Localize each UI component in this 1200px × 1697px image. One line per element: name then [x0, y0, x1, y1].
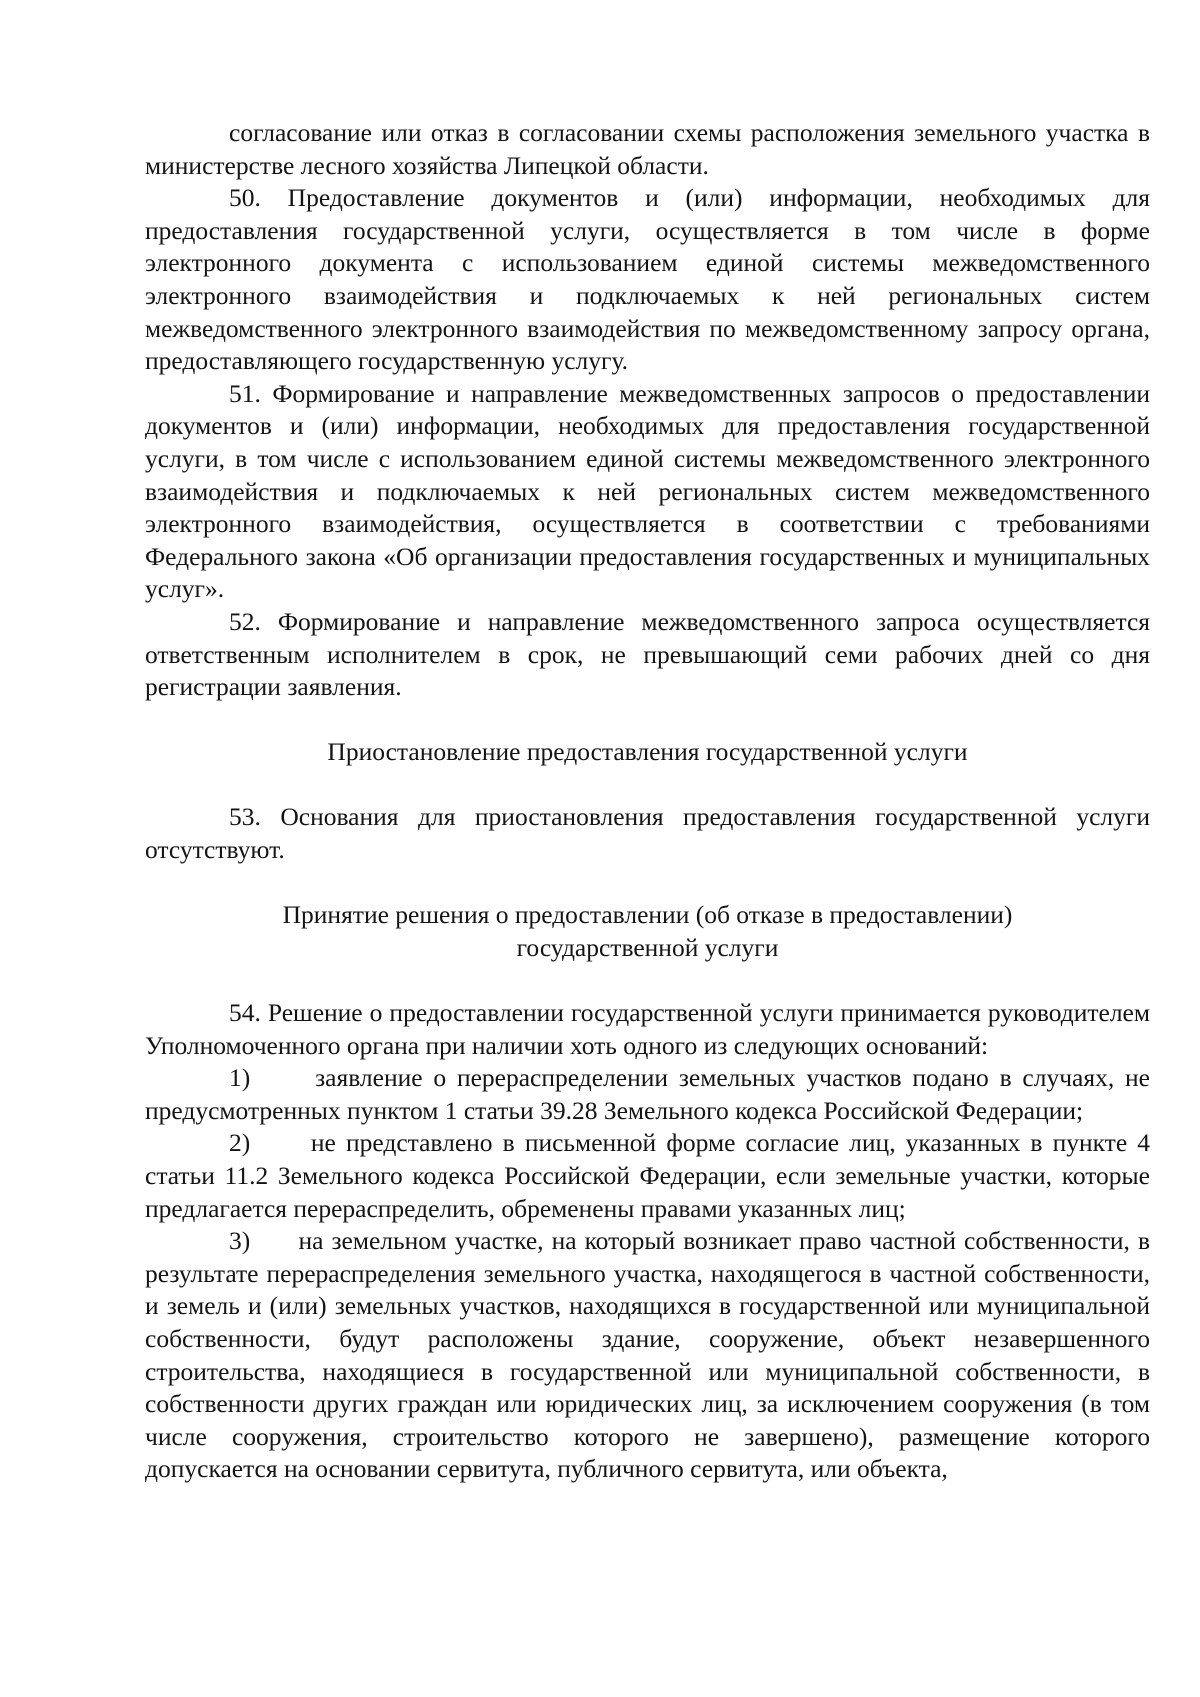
- spacer: [145, 704, 1150, 737]
- list-item-3: 3) на земельном участке, на который возникает право частной собственности, в результате перераспределения земельного участка, находящегося в частной собственности, и земель и (или) земельных участков, находящихся в государственной или муниципальной собственности, будут расположены здание, сооружение, объект незавершенного строительства, находящиеся в государственной или муниципальной собственности, в собственности других граждан или юридических лиц, за исключением сооружения (в том числе сооружения, строительство которого не завершено), размещение которого допускается на основании сервитута, публичного сервитута, или объекта,: [145, 1226, 1150, 1484]
- section-heading-decision-line1: Принятие решения о предоставлении (об отказе в предоставлении): [282, 900, 1013, 930]
- spacer: [145, 867, 1150, 900]
- paragraph-continuation: согласование или отказ в согласовании схемы расположения земельного участка в министерстве лесного хозяйства Липецкой области.: [145, 118, 1150, 180]
- spacer: [145, 964, 1150, 997]
- paragraph-50: 50. Предоставление документов и (или) информации, необходимых для предоставления государственной услуги, осуществляется в том числе в форме электронного документа с использованием единой системы межведомственного электронного взаимодействия и подключаемых к ней региональных систем межведомственного электронного взаимодействия по межведомственному запросу органа, предоставляющего государственную услугу.: [145, 183, 1150, 376]
- section-heading-decision-line2: государственной услуги: [516, 932, 779, 962]
- list-item-2: 2) не представлено в письменной форме согласие лиц, указанных в пункте 4 статьи 11.2 Земельного кодекса Российской Федерации, если земельные участки, которые предлагается перераспределить, обременены правами указанных лиц;: [145, 1128, 1150, 1223]
- paragraph-54: 54. Решение о предоставлении государственной услуги принимается руководителем Уполномоченного органа при наличии хоть одного из следующих оснований:: [145, 998, 1150, 1060]
- paragraph-51: 51. Формирование и направление межведомственных запросов о предоставлении документов и (или) информации, необходимых для предоставления государственной услуги, в том числе с использованием единой системы межведомственного электронного взаимодействия и подключаемых к ней региональных систем межведомственного электронного взаимодействия, осуществляется в соответствии с требованиями Федерального закона «Об организации предоставления государственных и муниципальных услуг».: [145, 378, 1150, 604]
- spacer: [145, 769, 1150, 802]
- list-item-1: 1) заявление о перераспределении земельных участков подано в случаях, не предусмотренных пунктом 1 статьи 39.28 Земельного кодекса Российской Федерации;: [145, 1063, 1150, 1125]
- paragraph-53: 53. Основания для приостановления предоставления государственной услуги отсутствуют.: [145, 802, 1150, 865]
- paragraph-52: 52. Формирование и направление межведомственного запроса осуществляется ответственным исполнителем в срок, не превышающий семи рабочих дней со дня регистрации заявления.: [145, 606, 1150, 702]
- section-heading-suspension: Приостановление предоставления государственной услуги: [327, 737, 968, 767]
- document-page: [145, 117, 1150, 1486]
- section-heading-decision: [145, 899, 1150, 964]
